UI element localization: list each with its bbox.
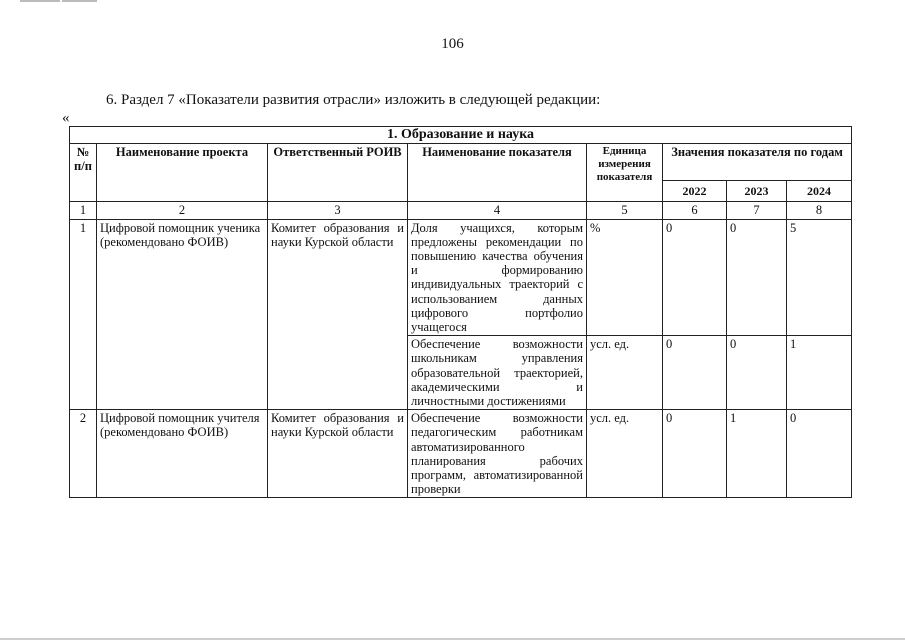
page-number: 106 [441, 36, 464, 52]
indicator-unit: % [587, 219, 663, 336]
header-values: Значения показателя по годам [663, 144, 852, 181]
column-number: 3 [268, 202, 408, 219]
column-number: 7 [727, 202, 787, 219]
table-row [70, 410, 852, 498]
column-number: 8 [787, 202, 852, 219]
scan-edge-mark [62, 0, 97, 2]
project-name: Цифровой помощник ученика (рекомендовано ФОИВ) [97, 219, 268, 410]
value-2022: 0 [663, 410, 727, 498]
table-row [70, 219, 852, 336]
indicator-name: Обеспечение возможности педагогическим работникам автоматизированного планирования рабочих программ, автоматизированной проверки [408, 410, 587, 498]
header-year-2022: 2022 [663, 181, 727, 202]
indicator-unit: усл. ед. [587, 410, 663, 498]
header-year-2023: 2023 [727, 181, 787, 202]
value-2024: 0 [787, 410, 852, 498]
value-2022: 0 [663, 219, 727, 336]
indicators-table [69, 126, 852, 498]
value-2023: 0 [727, 336, 787, 410]
header-roiv: Ответственный РОИВ [268, 144, 408, 202]
header-year-2024: 2024 [787, 181, 852, 202]
indicator-unit: усл. ед. [587, 336, 663, 410]
section-title: 1. Образование и наука [70, 127, 852, 144]
scan-edge-mark [20, 0, 60, 2]
column-number: 2 [97, 202, 268, 219]
column-number: 6 [663, 202, 727, 219]
value-2023: 0 [727, 219, 787, 336]
value-2022: 0 [663, 336, 727, 410]
indicator-name: Обеспечение возможности школьникам управления образовательной траекторией, академическими и личностными достижениями [408, 336, 587, 410]
value-2024: 1 [787, 336, 852, 410]
row-number: 1 [70, 219, 97, 410]
row-number: 2 [70, 410, 97, 498]
column-number-row [70, 202, 852, 219]
column-number: 1 [70, 202, 97, 219]
opening-quote: « [62, 110, 70, 126]
value-2023: 1 [727, 410, 787, 498]
responsible-roiv: Комитет образования и науки Курской области [268, 219, 408, 410]
header-row [70, 144, 852, 181]
header-num: № п/п [70, 144, 97, 202]
header-unit: Единица измерения показателя [587, 144, 663, 202]
header-project: Наименование проекта [97, 144, 268, 202]
value-2024: 5 [787, 219, 852, 336]
indicator-name: Доля учащихся, которым предложены рекомендации по повышению качества обучения и формированию индивидуальных траекторий с использованием данных цифрового портфолио учащегося [408, 219, 587, 336]
responsible-roiv: Комитет образования и науки Курской области [268, 410, 408, 498]
section-title-row [70, 127, 852, 144]
project-name: Цифровой помощник учителя (рекомендовано ФОИВ) [97, 410, 268, 498]
column-number: 5 [587, 202, 663, 219]
column-number: 4 [408, 202, 587, 219]
instruction-text: 6. Раздел 7 «Показатели развития отрасли» изложить в следующей редакции: [106, 92, 601, 108]
header-indicator: Наименование показателя [408, 144, 587, 202]
